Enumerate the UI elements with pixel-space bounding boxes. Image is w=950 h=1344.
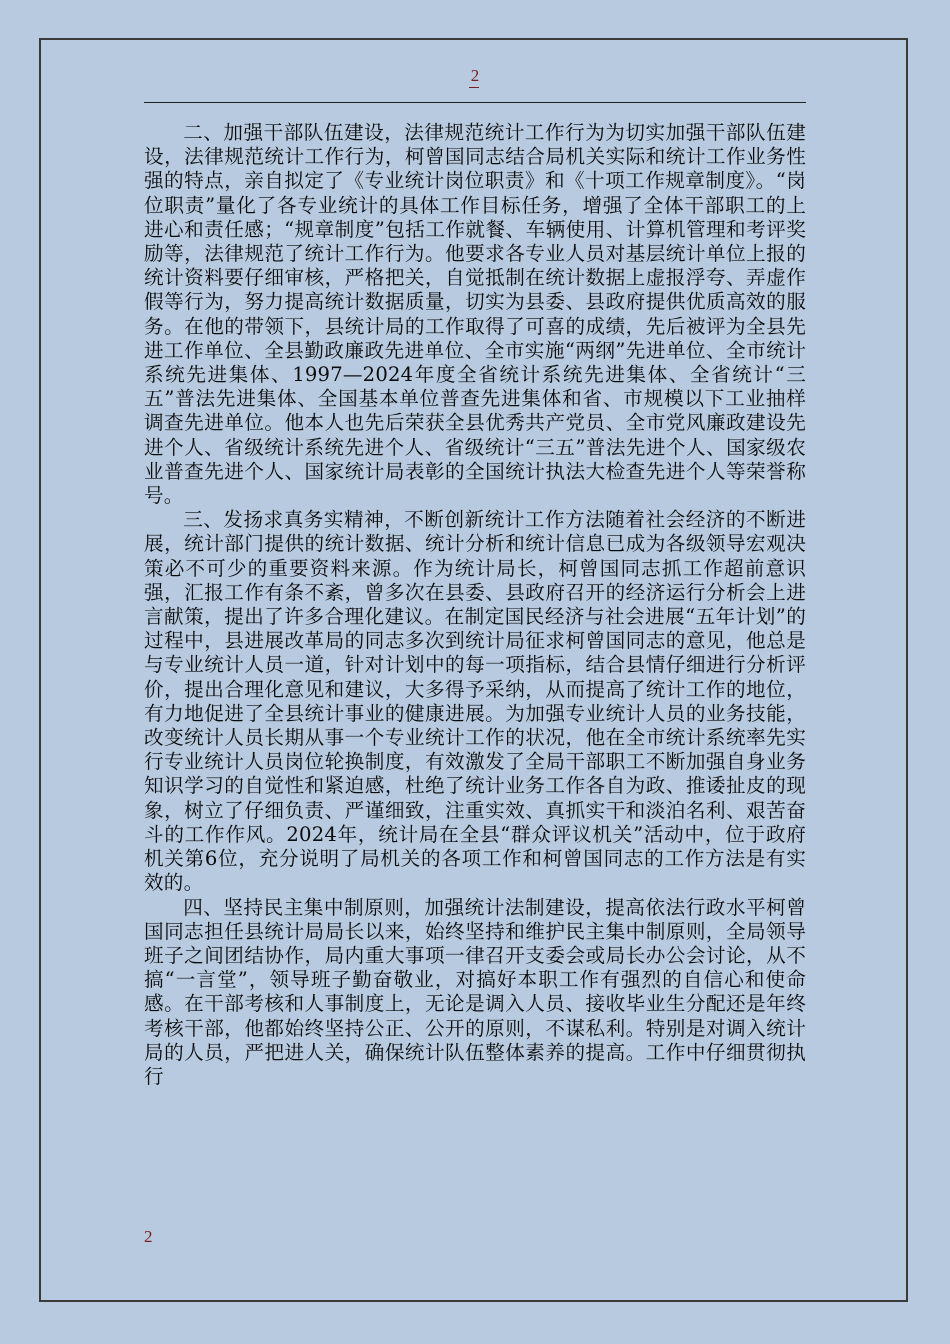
paragraph-3: 三、发扬求真务实精神，不断创新统计工作方法随着社会经济的不断进展，统计部门提供的统计数据、统计分析和统计信息已成为各级领导宏观决策必不可少的重要资料来源。作为统计局长，柯曾国同志抓工作超前意识强，汇报工作有条不紊，曾多次在县委、县政府召开的经济运行分析会上进言献策，提出了许多合理化建议。在制定国民经济与社会进展“五年计划”的过程中，县进展改革局的同志多次到统计局征求柯曾国同志的意见，他总是与专业统计人员一道，针对计划中的每一项指标，结合县情仔细进行分析评价，提出合理化意见和建议，大多得予采纳，从而提高了统计工作的地位，有力地促进了全县统计事业的健康进展。为加强专业统计人员的业务技能，改变统计人员长期从事一个专业统计工作的状况，他在全市统计系统率先实行专业统计人员岗位轮换制度，有效激发了全局干部职工不断加强自身业务知识学习的自觉性和紧迫感，杜绝了统计业务工作各自为政、推诿扯皮的现象，树立了仔细负责、严谨细致，注重实效、真抓实干和淡泊名利、艰苦奋斗的工作作风。2024年，统计局在全县“群众评议机关”活动中，位于政府机关第6位，充分说明了局机关的各项工作和柯曾国同志的工作方法是有实效的。 [144,508,806,895]
footer-page-number: 2 [144,1227,153,1246]
header-rule [144,102,806,103]
header-page-number: 2 [470,66,480,85]
document-body [144,121,806,1089]
paragraph-4: 四、坚持民主集中制原则，加强统计法制建设，提高依法行政水平柯曾国同志担任县统计局局长以来，始终坚持和维护民主集中制原则，全局领导班子之间团结协作，局内重大事项一律召开支委会或局长办公会讨论，从不搞“一言堂”，领导班子勤奋敬业，对搞好本职工作有强烈的自信心和使命感。在干部考核和人事制度上，无论是调入人员、接收毕业生分配还是年终考核干部，他都始终坚持公正、公开的原则，不谋私利。特别是对调入统计局的人员，严把进人关，确保统计队伍整体素养的提高。工作中仔细贯彻执行 [144,895,806,1088]
header-page-number-underline [469,87,479,88]
paragraph-2: 二、加强干部队伍建设，法律规范统计工作行为为切实加强干部队伍建设，法律规范统计工作行为，柯曾国同志结合局机关实际和统计工作业务性强的特点，亲自拟定了《专业统计岗位职责》和《十项工作规章制度》。“岗位职责”量化了各专业统计的具体工作目标任务，增强了全体干部职工的上进心和责任感；“规章制度”包括工作就餐、车辆使用、计算机管理和考评奖励等，法律规范了统计工作行为。他要求各专业人员对基层统计单位上报的统计资料要仔细审核，严格把关，自觉抵制在统计数据上虚报浮夸、弄虚作假等行为，努力提高统计数据质量，切实为县委、县政府提供优质高效的服务。在他的带领下，县统计局的工作取得了可喜的成绩，先后被评为全县先进工作单位、全县勤政廉政先进单位、全市实施“两纲”先进单位、全市统计系统先进集体、1997—2024年度全省统计系统先进集体、全省统计“三五”普法先进集体、全国基本单位普查先进集体和省、市规模以下工业抽样调查先进单位。他本人也先后荣获全县优秀共产党员、全市党风廉政建设先进个人、省级统计系统先进个人、省级统计“三五”普法先进个人、国家级农业普查先进个人、国家统计局表彰的全国统计执法大检查先进个人等荣誉称号。 [144,121,806,508]
